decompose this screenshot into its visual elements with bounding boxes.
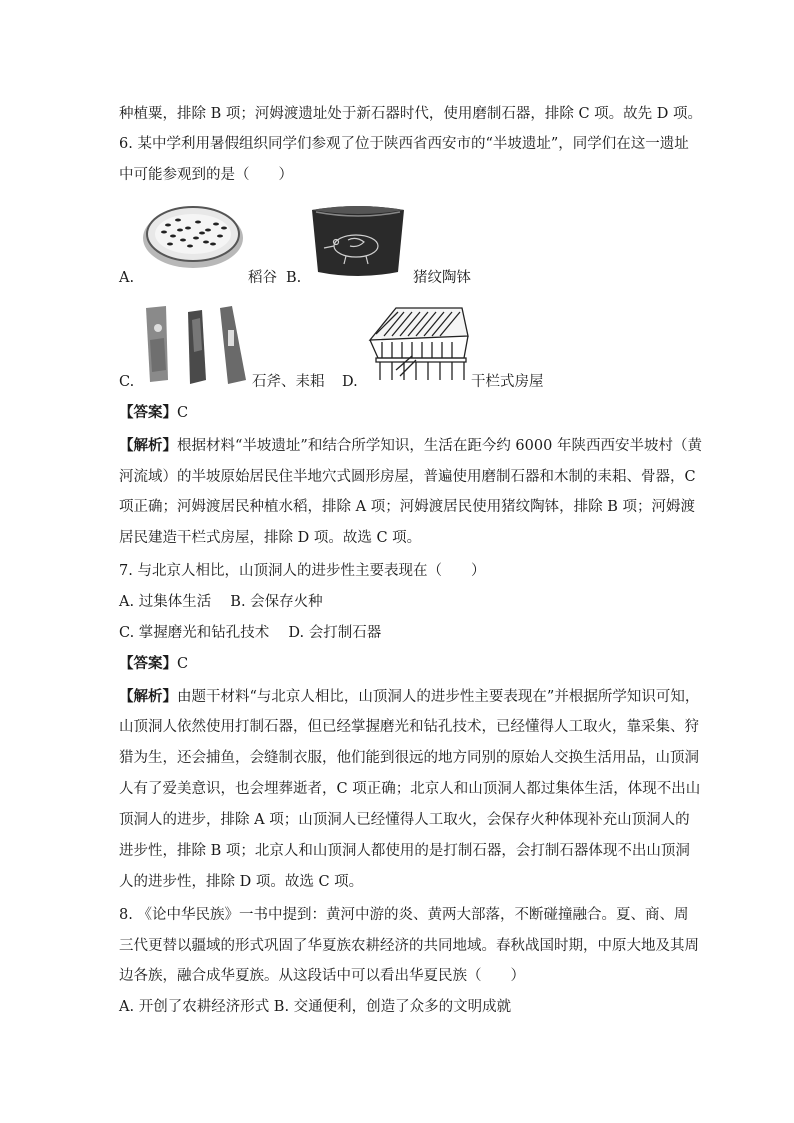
question-7-options-ab: A. 过集体生活 B. 会保存火种 — [119, 594, 323, 610]
option-b-caption: 猪纹陶钵 — [413, 270, 471, 286]
analysis-6-line-1 — [119, 436, 702, 456]
analysis-text: 由题干材料“与北京人相比，山顶洞人的进步性主要表现在”并根据所学知识可知， — [177, 689, 700, 705]
pig-pattern-pottery-image — [308, 200, 408, 280]
question-8-options: A. 开创了农耕经济形式 B. 交通便利，创造了众多的文明成就 — [119, 999, 512, 1015]
question-7: 7. 与北京人相比，山顶洞人的进步性主要表现在（ ） — [119, 563, 486, 579]
analysis-7-line-2: 山顶洞人依然使用打制石器，但已经掌握磨光和钻孔技术，已经懂得人工取火，靠采集、狩 — [119, 719, 699, 735]
analysis-7-line-6: 进步性，排除 B 项；北京人和山顶洞人都使用的是打制石器，会打制石器体现不出山顶洞 — [119, 843, 690, 859]
question-6-line-1: 6. 某中学利用暑假组织同学们参观了位于陕西省西安市的“半坡遗址”，同学们在这一遗址 — [119, 136, 689, 152]
option-c-letter: C. — [119, 374, 135, 390]
stone-axe-plough-image — [140, 300, 250, 386]
analysis-6-line-2: 河流域）的半坡原始居民住半地穴式圆形房屋，普遍使用磨制石器和木制的耒耜、骨器，C — [119, 469, 696, 485]
analysis-6-line-4: 居民建造干栏式房屋，排除 D 项。故选 C 项。 — [119, 530, 422, 546]
analysis-text: 根据材料“半坡遗址”和结合所学知识，生活在距今约 6000 年陕西西安半坡村（黄 — [177, 438, 702, 454]
answer-value: C — [177, 405, 189, 421]
option-d-caption: 干栏式房屋 — [471, 374, 544, 390]
answer-6 — [119, 403, 188, 423]
analysis-label: 【解析】 — [119, 437, 177, 454]
stilt-house-image — [366, 300, 470, 384]
option-a-letter: A. — [119, 270, 135, 286]
analysis-7-line-7: 人的进步性，排除 D 项。故选 C 项。 — [119, 874, 364, 890]
analysis-7-line-3: 猎为生，还会捕鱼，会缝制衣服，他们能到很远的地方同别的原始人交换生活用品，山顶洞 — [119, 750, 699, 766]
question-6-line-2: 中可能参观到的是（ ） — [119, 167, 293, 183]
question-8-line-3: 边各族，融合成华夏族。从这段话中可以看出华夏民族（ ） — [119, 968, 525, 984]
question-8-line-1: 8. 《论中华民族》一书中提到：黄河中游的炎、黄两大部落，不断碰撞融合。夏、商、周 — [119, 907, 689, 923]
option-b-letter: B. — [286, 270, 302, 286]
option-d-letter: D. — [342, 374, 358, 390]
analysis-7-line-4: 人有了爱美意识，也会埋葬逝者，C 项正确；北京人和山顶洞人都过集体生活，体现不出山 — [119, 781, 701, 797]
analysis-7-line-5: 顶洞人的进步，排除 A 项；山顶洞人已经懂得人工取火，会保存火种体现补充山顶洞人的 — [119, 812, 690, 828]
question-7-options-cd: C. 掌握磨光和钻孔技术 D. 会打制石器 — [119, 625, 382, 641]
answer-7 — [119, 654, 188, 674]
answer-label: 【答案】 — [119, 404, 177, 421]
analysis-7-line-1 — [119, 687, 699, 707]
analysis-label: 【解析】 — [119, 688, 177, 705]
answer-value: C — [177, 656, 189, 672]
rice-grain-image — [138, 200, 246, 272]
answer-label: 【答案】 — [119, 655, 177, 672]
option-c-caption: 石斧、耒耜 — [252, 374, 325, 390]
text-line: 种植粟，排除 B 项；河姆渡遗址处于新石器时代，使用磨制石器，排除 C 项。故先 D 项。 — [119, 106, 703, 122]
question-8-line-2: 三代更替以疆域的形式巩固了华夏族农耕经济的共同地域。春秋战国时期，中原大地及其周 — [119, 938, 699, 954]
option-a-caption: 稻谷 — [248, 270, 277, 286]
analysis-6-line-3: 项正确；河姆渡居民种植水稻，排除 A 项；河姆渡居民使用猪纹陶钵，排除 B 项；河姆渡 — [119, 499, 696, 515]
